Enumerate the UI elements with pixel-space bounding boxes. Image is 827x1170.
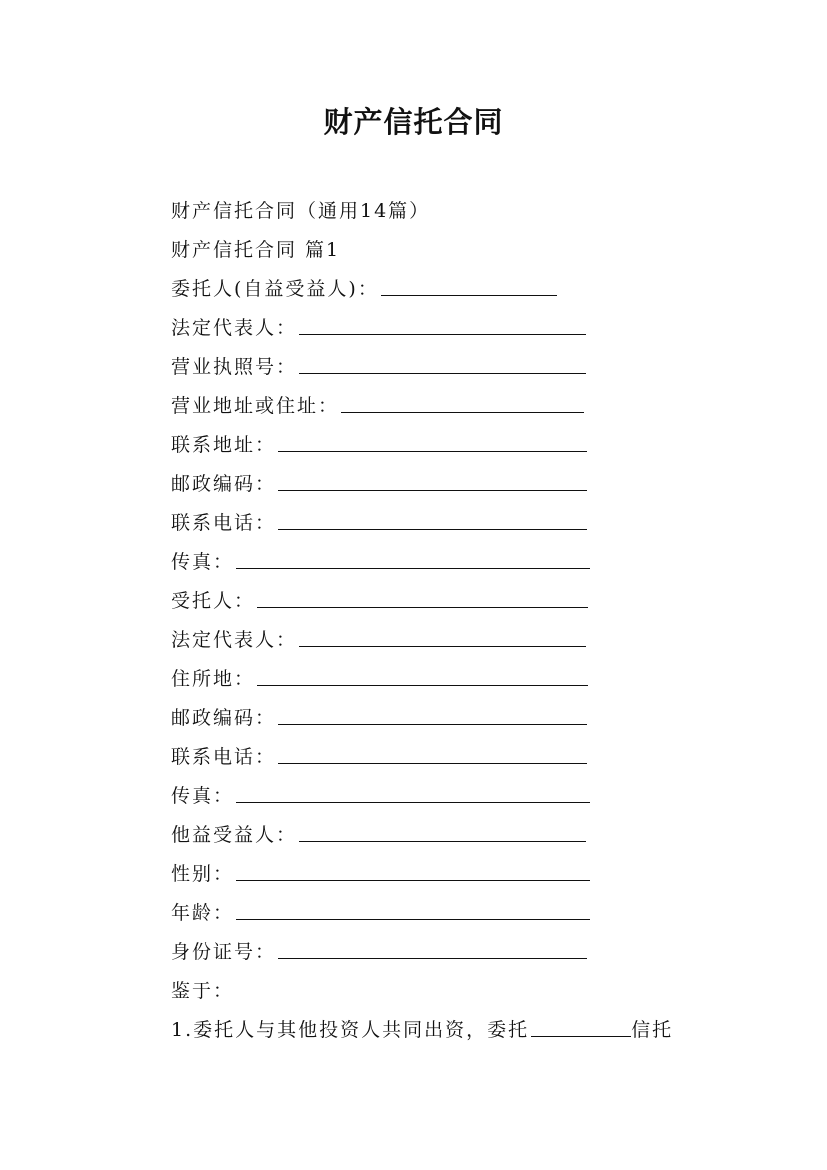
field-label: 营业执照号： (171, 356, 298, 378)
field-label: 住所地： (171, 668, 256, 690)
fill-blank[interactable] (278, 472, 587, 491)
field-line (171, 937, 587, 967)
field-label: 法定代表人： (171, 317, 298, 339)
field-line (171, 430, 587, 460)
field-line (171, 859, 590, 889)
fill-blank[interactable] (278, 940, 587, 959)
field-label: 联系电话： (171, 746, 277, 768)
fill-blank[interactable] (531, 1018, 631, 1037)
field-label: 他益受益人： (171, 824, 298, 846)
field-label: 联系地址： (171, 434, 277, 456)
line-suffix: 信托 (631, 1019, 674, 1041)
field-line (171, 508, 587, 538)
fill-blank[interactable] (236, 862, 590, 881)
document-title: 财产信托合同 (323, 105, 504, 139)
field-line (171, 820, 586, 850)
field-label: 性别： (171, 863, 235, 885)
fill-blank[interactable] (236, 901, 590, 920)
field-line (171, 391, 584, 421)
field-label: 委托人(自益受益人)： (171, 278, 379, 300)
field-line (171, 664, 588, 694)
fill-blank[interactable] (257, 589, 588, 608)
field-line (171, 703, 587, 733)
field-label: 法定代表人： (171, 629, 298, 651)
field-label: 营业地址或住址： (171, 395, 340, 417)
subtitle-line (171, 196, 430, 226)
fill-blank[interactable] (381, 277, 557, 296)
fill-blank[interactable] (236, 550, 590, 569)
line-label: 财产信托合同 篇1 (171, 239, 341, 261)
field-line (171, 547, 590, 577)
fill-blank[interactable] (299, 355, 586, 374)
field-label: 联系电话： (171, 512, 277, 534)
field-label: 邮政编码： (171, 707, 277, 729)
fill-blank[interactable] (278, 745, 587, 764)
field-line (171, 313, 586, 343)
field-label: 受托人： (171, 590, 256, 612)
field-line (171, 625, 586, 655)
fill-blank[interactable] (341, 394, 584, 413)
fill-blank[interactable] (299, 316, 586, 335)
field-label: 邮政编码： (171, 473, 277, 495)
field-line (171, 274, 557, 304)
line-label: 1.委托人与其他投资人共同出资，委托 (171, 1019, 530, 1041)
field-line (171, 469, 587, 499)
line-label: 鉴于： (171, 980, 235, 1002)
field-line (171, 781, 590, 811)
fill-blank[interactable] (278, 706, 587, 725)
section-heading (171, 235, 340, 265)
fill-blank[interactable] (278, 511, 587, 530)
field-label: 年龄： (171, 902, 235, 924)
paragraph-line (171, 976, 234, 1006)
field-label: 传真： (171, 551, 235, 573)
paragraph-line (171, 1015, 673, 1045)
line-label: 财产信托合同（通用14篇） (171, 200, 431, 222)
field-line (171, 352, 586, 382)
field-label: 传真： (171, 785, 235, 807)
field-label: 身份证号： (171, 941, 277, 963)
field-line (171, 898, 590, 928)
field-line (171, 742, 587, 772)
field-line (171, 586, 588, 616)
fill-blank[interactable] (257, 667, 588, 686)
fill-blank[interactable] (236, 784, 590, 803)
fill-blank[interactable] (299, 628, 586, 647)
fill-blank[interactable] (278, 433, 587, 452)
fill-blank[interactable] (299, 823, 586, 842)
